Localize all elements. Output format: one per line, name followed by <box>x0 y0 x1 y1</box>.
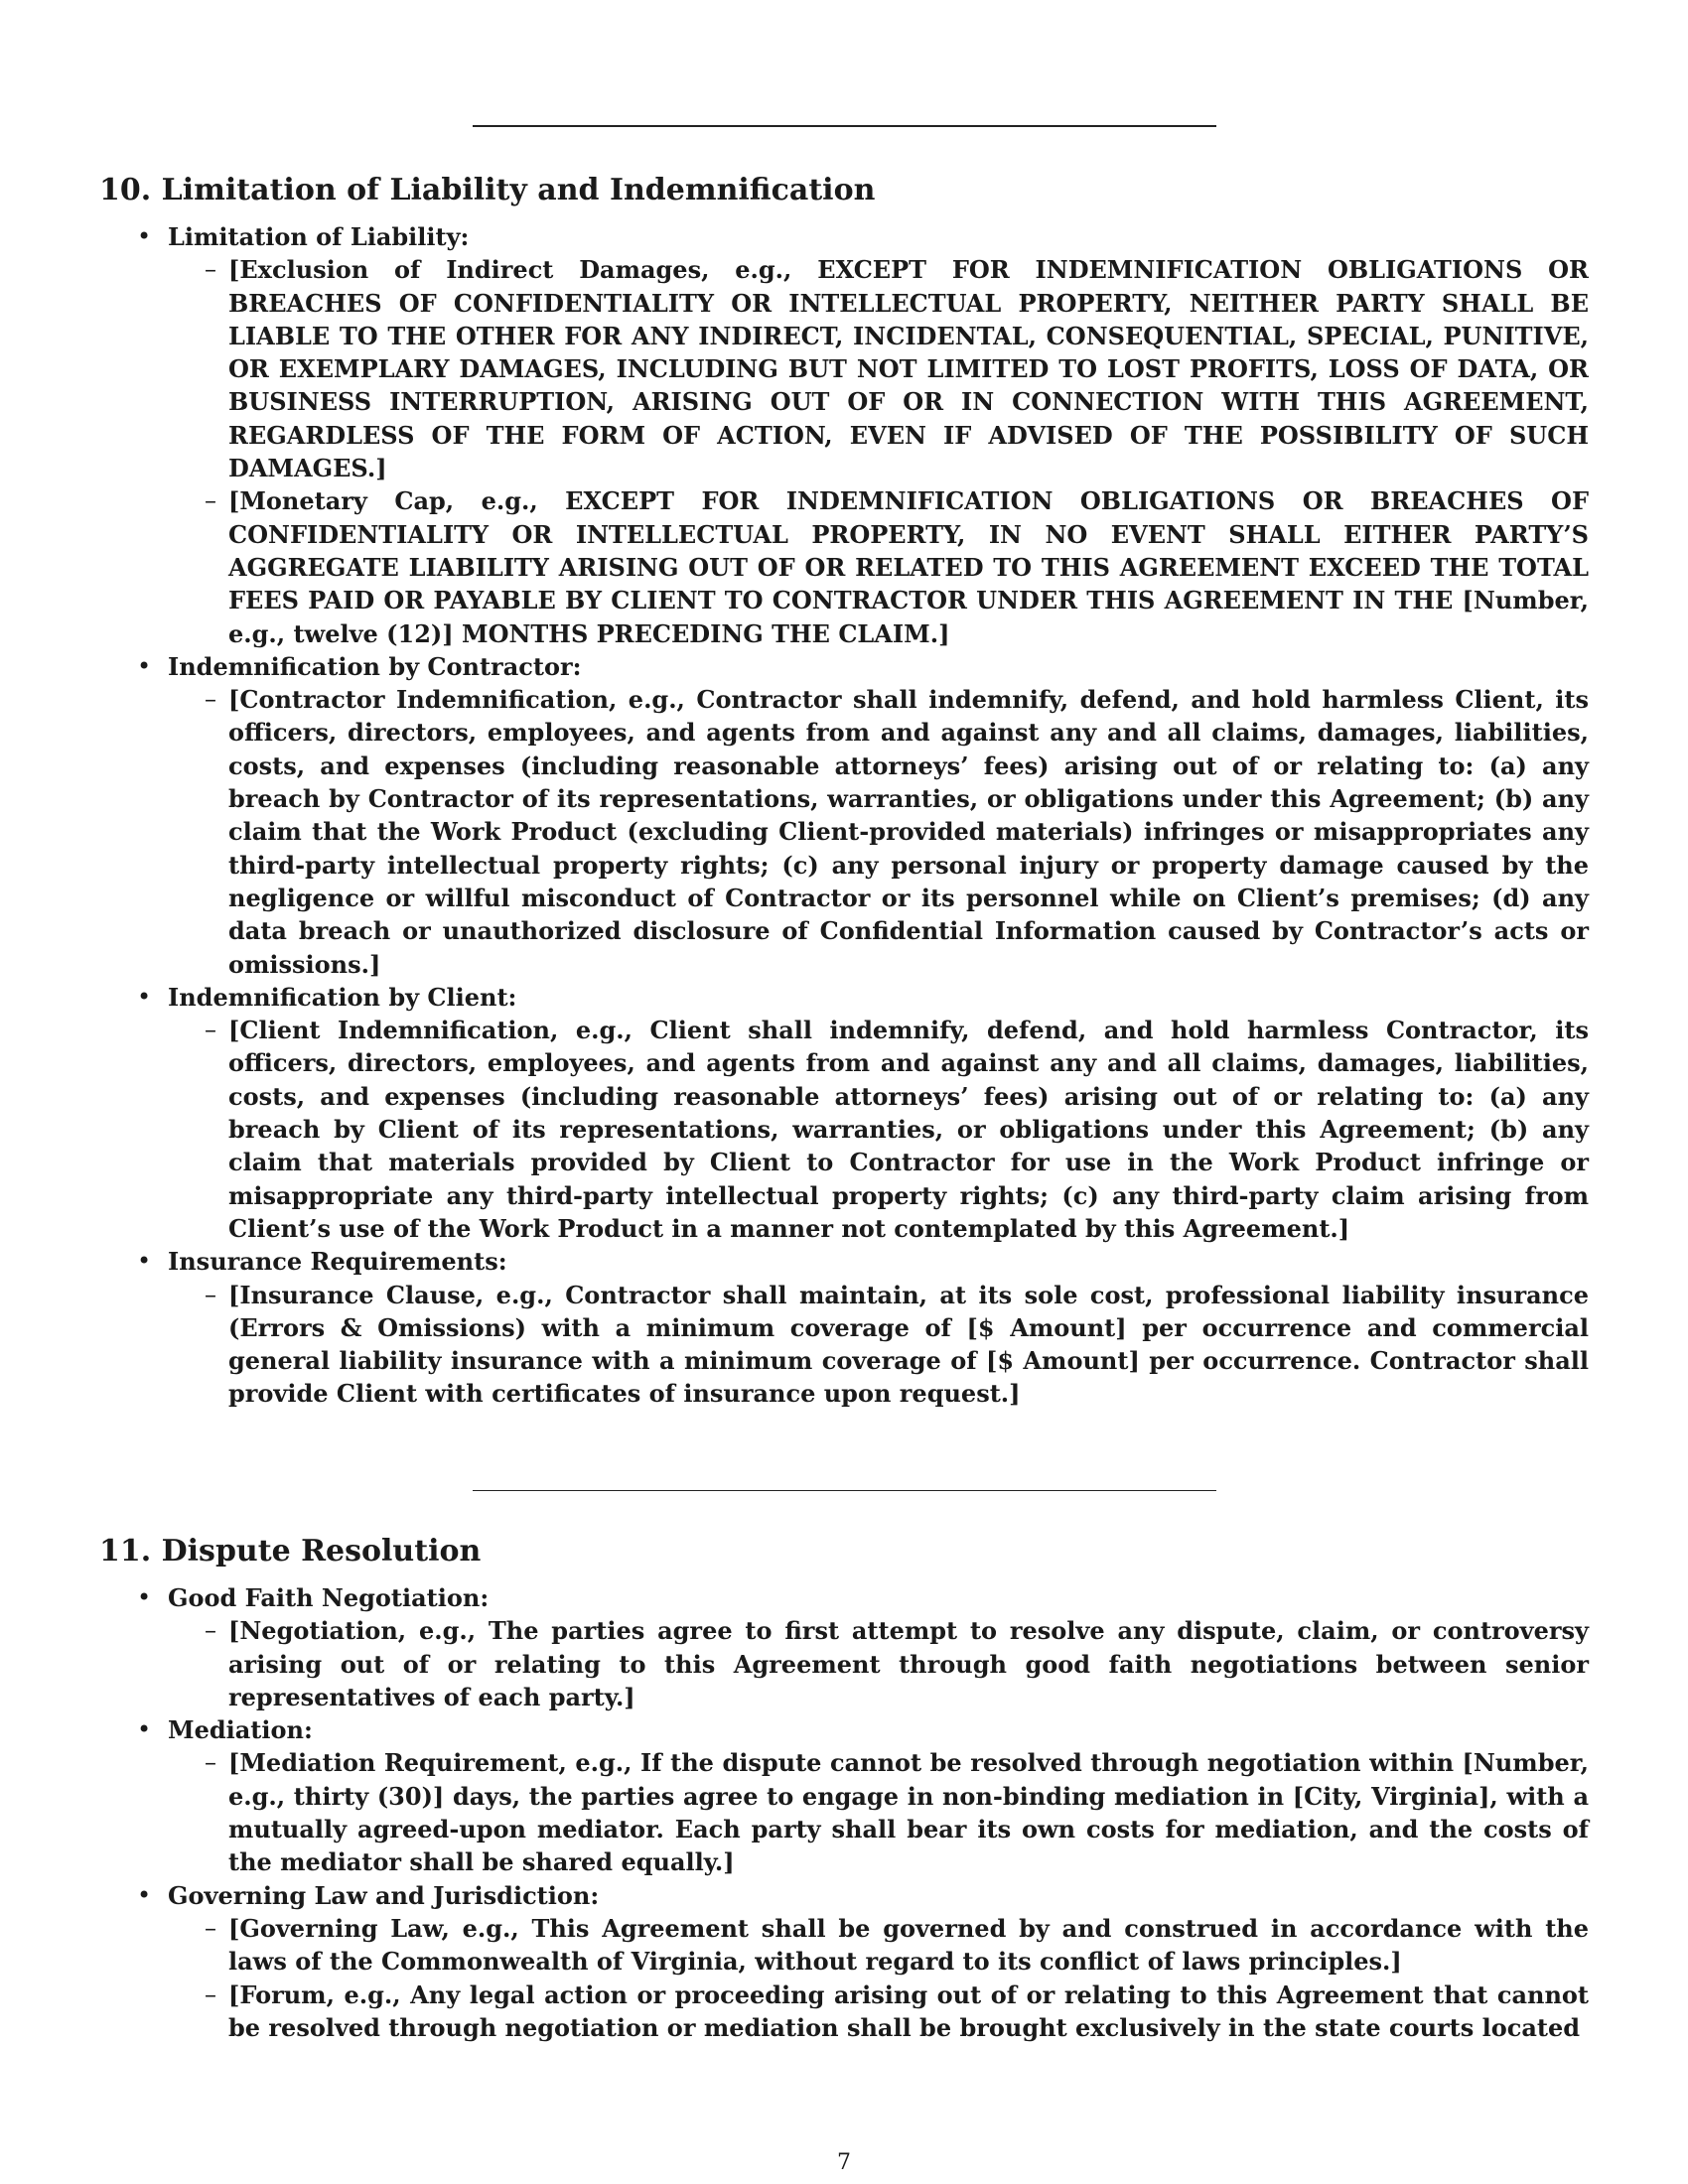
sub-item: – [Governing Law, e.g., This Agreement shall be governed by and construed in accordance with the laws of the Commonwealth of Virginia, without regard to its conflict of laws principles.] <box>168 1912 1589 1979</box>
sub-item: – [Mediation Requirement, e.g., If the dispute cannot be resolved through negotiation within [Number, e.g., thirty (30)] days, the parties agree to engage in non-binding mediation in [City, Virginia], with a mutually agreed-upon mediator. Each party shall bear its own costs for mediation, and the costs of the mediator shall be shared equally.] <box>168 1746 1589 1878</box>
list-item <box>99 220 1589 650</box>
list-item <box>99 1713 1589 1878</box>
list-item <box>99 650 1589 981</box>
sub-list <box>168 1014 1589 1245</box>
item-label: Insurance Requirements: <box>168 1247 507 1277</box>
section-divider <box>473 1490 1216 1491</box>
sub-list <box>168 1912 1589 2044</box>
sub-list <box>168 1279 1589 1411</box>
sub-item: – [Monetary Cap, e.g., EXCEPT FOR INDEMNIFICATION OBLIGATIONS OR BREACHES OF CONFIDENTIALITY OR INTELLECTUAL PROPERTY, IN NO EVENT SHALL EITHER PARTY’S AGGREGATE LIABILITY ARISING OUT OF OR RELATED TO THIS AGREEMENT EXCEED THE TOTAL FEES PAID OR PAYABLE BY CLIENT TO CONTRACTOR UNDER THIS AGREEMENT IN THE [Number, e.g., twelve (12)] MONTHS PRECEDING THE CLAIM.] <box>168 484 1589 649</box>
sub-item: – [Contractor Indemnification, e.g., Contractor shall indemnify, defend, and hold harmless Client, its officers, directors, employees, and agents from and against any and all claims, damages, liabilities, costs, and expenses (including reasonable attorneys’ fees) arising out of or relating to: (a) any breach by Contractor of its representations, warranties, or obligations under this Agreement; (b) any claim that the Work Product (excluding Client-provided materials) infringes or misappropriates any third-party intellectual property rights; (c) any personal injury or property damage caused by the negligence or willful misconduct of Contractor or its personnel while on Client’s premises; (d) any data breach or unauthorized disclosure of Confidential Information caused by Contractor’s acts or omissions.] <box>168 683 1589 981</box>
sub-list <box>168 1614 1589 1713</box>
item-label: Good Faith Negotiation: <box>168 1583 490 1612</box>
document-page <box>99 0 1589 2184</box>
sub-item: – [Negotiation, e.g., The parties agree to first attempt to resolve any dispute, claim, or controversy arising out of or relating to this Agreement through good faith negotiations between senior representatives of each party.] <box>168 1614 1589 1713</box>
sub-list <box>168 683 1589 981</box>
list-item <box>99 981 1589 1245</box>
sub-item: – [Client Indemnification, e.g., Client shall indemnify, defend, and hold harmless Contractor, its officers, directors, employees, and agents from and against any and all claims, damages, liabilities, costs, and expenses (including reasonable attorneys’ fees) arising out of or relating to: (a) any breach by Client of its representations, warranties, or obligations under this Agreement; (b) any claim that materials provided by Client to Contractor for use in the Work Product infringe or misappropriate any third-party intellectual property rights; (c) any third-party claim arising from Client’s use of the Work Product in a manner not contemplated by this Agreement.] <box>168 1014 1589 1245</box>
sub-item: – [Exclusion of Indirect Damages, e.g., EXCEPT FOR INDEMNIFICATION OBLIGATIONS OR BREACHES OF CONFIDENTIALITY OR INTELLECTUAL PROPERTY, NEITHER PARTY SHALL BE LIABLE TO THE OTHER FOR ANY INDIRECT, INCIDENTAL, CONSEQUENTIAL, SPECIAL, PUNITIVE, OR EXEMPLARY DAMAGES, INCLUDING BUT NOT LIMITED TO LOST PROFITS, LOSS OF DATA, OR BUSINESS INTERRUPTION, ARISING OUT OF OR IN CONNECTION WITH THIS AGREEMENT, REGARDLESS OF THE FORM OF ACTION, EVEN IF ADVISED OF THE POSSIBILITY OF SUCH DAMAGES.] <box>168 253 1589 484</box>
item-label: Indemnification by Client: <box>168 982 517 1012</box>
section-title: 11. Dispute Resolution <box>99 1534 482 1569</box>
sub-list <box>168 1746 1589 1878</box>
item-label: Indemnification by Contractor: <box>168 651 582 681</box>
section-title: 10. Limitation of Liability and Indemnification <box>99 173 876 207</box>
item-label: Mediation: <box>168 1715 313 1745</box>
list-item <box>99 1879 1589 2044</box>
item-label: Limitation of Liability: <box>168 222 470 251</box>
section-divider <box>473 125 1216 127</box>
section-10 <box>99 171 1589 1411</box>
sub-item: – [Forum, e.g., Any legal action or proceeding arising out of or relating to this Agreement that cannot be resolved through negotiation or mediation shall be brought exclusively in the state courts located <box>168 1979 1589 2045</box>
list-item <box>99 1581 1589 1713</box>
sub-list <box>168 253 1589 650</box>
item-label: Governing Law and Jurisdiction: <box>168 1880 600 1910</box>
list-item <box>99 1245 1589 1410</box>
sub-item: – [Insurance Clause, e.g., Contractor shall maintain, at its sole cost, professional liability insurance (Errors & Omissions) with a minimum coverage of [$ Amount] per occurrence and commercial general liability insurance with a minimum coverage of [$ Amount] per occurrence. Contractor shall provide Client with certificates of insurance upon request.] <box>168 1279 1589 1411</box>
section-items <box>99 1581 1589 2044</box>
page-number: 7 <box>837 2150 851 2175</box>
section-items <box>99 220 1589 1411</box>
section-11 <box>99 1532 1589 2044</box>
